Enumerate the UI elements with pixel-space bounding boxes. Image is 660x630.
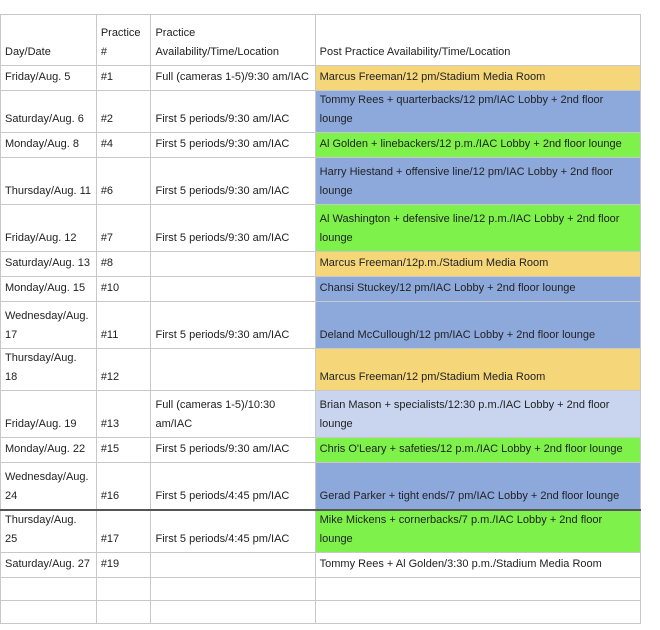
post-practice-cell[interactable]: Tommy Rees + quarterbacks/12 pm/IAC Lobby + 2nd floor lounge: [315, 91, 640, 133]
practice-number-cell[interactable]: #16: [96, 463, 151, 511]
day-cell[interactable]: Saturday/Aug. 6: [1, 91, 97, 133]
day-cell[interactable]: Thursday/Aug. 25: [1, 510, 97, 553]
edge-cell: [640, 391, 660, 438]
edge-cell: [640, 91, 660, 133]
post-practice-cell[interactable]: Al Washington + defensive line/12 p.m./IAC Lobby + 2nd floor lounge: [315, 205, 640, 252]
day-cell[interactable]: Friday/Aug. 5: [1, 66, 97, 91]
practice-number-cell[interactable]: #6: [96, 158, 151, 205]
empty-cell[interactable]: [315, 578, 640, 601]
table-row: [1, 158, 660, 205]
header-row: [1, 15, 660, 66]
practice-availability-cell[interactable]: First 5 periods/9:30 am/IAC: [151, 158, 315, 205]
practice-number-cell[interactable]: #12: [96, 349, 151, 391]
day-cell[interactable]: Saturday/Aug. 13: [1, 252, 97, 277]
practice-availability-cell[interactable]: [151, 252, 315, 277]
empty-cell[interactable]: [96, 578, 151, 601]
edge-cell: [640, 349, 660, 391]
edge-cell: [640, 252, 660, 277]
empty-cell[interactable]: [151, 601, 315, 624]
practice-availability-cell[interactable]: [151, 553, 315, 578]
post-practice-cell[interactable]: Al Golden + linebackers/12 p.m./IAC Lobby + 2nd floor lounge: [315, 133, 640, 158]
edge-cell: [640, 66, 660, 91]
post-practice-cell[interactable]: Chansi Stuckey/12 pm/IAC Lobby + 2nd floor lounge: [315, 277, 640, 302]
day-cell[interactable]: Friday/Aug. 19: [1, 391, 97, 438]
edge-cell: [640, 302, 660, 349]
practice-number-cell[interactable]: #13: [96, 391, 151, 438]
edge-cell: [640, 277, 660, 302]
practice-number-cell[interactable]: #4: [96, 133, 151, 158]
post-practice-cell[interactable]: Harry Hiestand + offensive line/12 pm/IAC Lobby + 2nd floor lounge: [315, 158, 640, 205]
day-cell[interactable]: Saturday/Aug. 27: [1, 553, 97, 578]
post-practice-cell[interactable]: Tommy Rees + Al Golden/3:30 p.m./Stadium Media Room: [315, 553, 640, 578]
empty-row: [1, 601, 660, 624]
table-row: [1, 463, 660, 511]
post-practice-cell[interactable]: Marcus Freeman/12p.m./Stadium Media Room: [315, 252, 640, 277]
edge-cell: [640, 15, 660, 66]
table-row: [1, 205, 660, 252]
practice-availability-cell[interactable]: First 5 periods/9:30 am/IAC: [151, 91, 315, 133]
practice-number-cell[interactable]: #11: [96, 302, 151, 349]
practice-number-cell[interactable]: #7: [96, 205, 151, 252]
day-cell[interactable]: Thursday/Aug. 11: [1, 158, 97, 205]
practice-number-cell[interactable]: #8: [96, 252, 151, 277]
header-practice-number[interactable]: Practice #: [96, 15, 151, 66]
practice-availability-cell[interactable]: Full (cameras 1-5)/10:30 am/IAC: [151, 391, 315, 438]
practice-availability-cell[interactable]: First 5 periods/4:45 pm/IAC: [151, 463, 315, 511]
practice-availability-cell[interactable]: Full (cameras 1-5)/9:30 am/IAC: [151, 66, 315, 91]
practice-number-cell[interactable]: #19: [96, 553, 151, 578]
empty-cell[interactable]: [1, 601, 97, 624]
practice-availability-cell[interactable]: First 5 periods/9:30 am/IAC: [151, 133, 315, 158]
practice-number-cell[interactable]: #2: [96, 91, 151, 133]
post-practice-cell[interactable]: Chris O'Leary + safeties/12 p.m./IAC Lobby + 2nd floor lounge: [315, 438, 640, 463]
practice-availability-cell[interactable]: [151, 277, 315, 302]
practice-availability-cell[interactable]: [151, 349, 315, 391]
empty-cell[interactable]: [315, 601, 640, 624]
table-row: [1, 133, 660, 158]
table-row: [1, 349, 660, 391]
practice-number-cell[interactable]: #10: [96, 277, 151, 302]
day-cell[interactable]: Thursday/Aug. 18: [1, 349, 97, 391]
practice-number-cell[interactable]: #17: [96, 510, 151, 553]
practice-schedule-table: [0, 14, 660, 624]
edge-cell: [640, 510, 660, 553]
edge-cell: [640, 133, 660, 158]
empty-cell[interactable]: [96, 601, 151, 624]
table-row: [1, 553, 660, 578]
table-row: [1, 391, 660, 438]
table-row: [1, 510, 660, 553]
edge-cell: [640, 578, 660, 601]
post-practice-cell[interactable]: Brian Mason + specialists/12:30 p.m./IAC Lobby + 2nd floor lounge: [315, 391, 640, 438]
table-row: [1, 277, 660, 302]
post-practice-cell[interactable]: Mike Mickens + cornerbacks/7 p.m./IAC Lobby + 2nd floor lounge: [315, 510, 640, 553]
edge-cell: [640, 158, 660, 205]
post-practice-cell[interactable]: Marcus Freeman/12 pm/Stadium Media Room: [315, 66, 640, 91]
edge-cell: [640, 601, 660, 624]
practice-availability-cell[interactable]: First 5 periods/9:30 am/IAC: [151, 205, 315, 252]
practice-availability-cell[interactable]: First 5 periods/9:30 am/IAC: [151, 438, 315, 463]
header-post-practice-availability[interactable]: Post Practice Availability/Time/Location: [315, 15, 640, 66]
empty-row: [1, 578, 660, 601]
day-cell[interactable]: Wednesday/Aug. 17: [1, 302, 97, 349]
day-cell[interactable]: Monday/Aug. 22: [1, 438, 97, 463]
practice-availability-cell[interactable]: First 5 periods/9:30 am/IAC: [151, 302, 315, 349]
day-cell[interactable]: Monday/Aug. 8: [1, 133, 97, 158]
edge-cell: [640, 553, 660, 578]
edge-cell: [640, 438, 660, 463]
table-row: [1, 438, 660, 463]
practice-availability-cell[interactable]: First 5 periods/4:45 pm/IAC: [151, 510, 315, 553]
practice-number-cell[interactable]: #1: [96, 66, 151, 91]
post-practice-cell[interactable]: Marcus Freeman/12 pm/Stadium Media Room: [315, 349, 640, 391]
post-practice-cell[interactable]: Gerad Parker + tight ends/7 pm/IAC Lobby + 2nd floor lounge: [315, 463, 640, 511]
table-row: [1, 66, 660, 91]
header-day-date[interactable]: Day/Date: [1, 15, 97, 66]
header-practice-availability[interactable]: Practice Availability/Time/Location: [151, 15, 315, 66]
post-practice-cell[interactable]: Deland McCullough/12 pm/IAC Lobby + 2nd floor lounge: [315, 302, 640, 349]
empty-cell[interactable]: [1, 578, 97, 601]
table-row: [1, 91, 660, 133]
day-cell[interactable]: Friday/Aug. 12: [1, 205, 97, 252]
empty-cell[interactable]: [151, 578, 315, 601]
day-cell[interactable]: Monday/Aug. 15: [1, 277, 97, 302]
table-row: [1, 252, 660, 277]
day-cell[interactable]: Wednesday/Aug. 24: [1, 463, 97, 511]
edge-cell: [640, 463, 660, 511]
practice-number-cell[interactable]: #15: [96, 438, 151, 463]
edge-cell: [640, 205, 660, 252]
table-row: [1, 302, 660, 349]
